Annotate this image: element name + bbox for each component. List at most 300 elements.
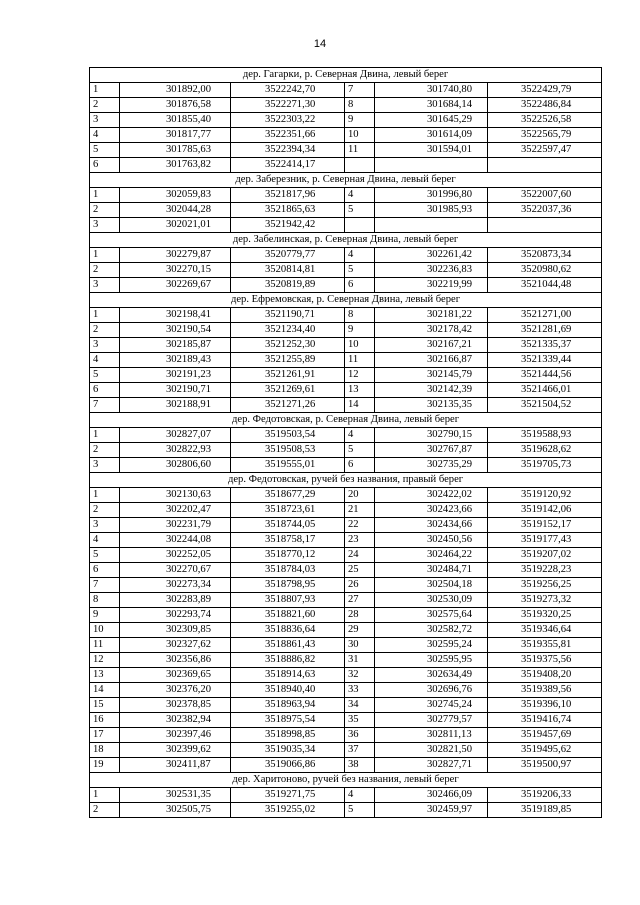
table-row (90, 98, 602, 113)
x-coordinate-left: 301892,00 (120, 83, 231, 98)
y-coordinate-right (488, 218, 602, 233)
y-coordinate-left: 3519508,53 (231, 443, 345, 458)
table-row (90, 578, 602, 593)
x-coordinate-right: 302450,56 (375, 533, 488, 548)
table-row (90, 668, 602, 683)
x-coordinate-left: 302130,63 (120, 488, 231, 503)
point-number-left: 2 (90, 98, 120, 113)
point-number-right (345, 218, 375, 233)
point-number-left: 15 (90, 698, 120, 713)
table-row (90, 653, 602, 668)
y-coordinate-right (488, 158, 602, 173)
table-row (90, 728, 602, 743)
y-coordinate-left: 3521255,89 (231, 353, 345, 368)
y-coordinate-right: 3519408,20 (488, 668, 602, 683)
point-number-left: 3 (90, 338, 120, 353)
x-coordinate-right: 301594,01 (375, 143, 488, 158)
y-coordinate-right: 3521504,52 (488, 398, 602, 413)
point-number-left: 2 (90, 323, 120, 338)
y-coordinate-right: 3519628,62 (488, 443, 602, 458)
y-coordinate-left: 3520779,77 (231, 248, 345, 263)
table-row (90, 533, 602, 548)
section-header-row (90, 293, 602, 308)
y-coordinate-left: 3518807,93 (231, 593, 345, 608)
point-number-left: 7 (90, 578, 120, 593)
table-row (90, 428, 602, 443)
x-coordinate-right: 302827,71 (375, 758, 488, 773)
table-row (90, 188, 602, 203)
x-coordinate-left: 302202,47 (120, 503, 231, 518)
y-coordinate-right: 3519142,06 (488, 503, 602, 518)
y-coordinate-left: 3522414,17 (231, 158, 345, 173)
x-coordinate-right: 302821,50 (375, 743, 488, 758)
y-coordinate-right: 3520873,34 (488, 248, 602, 263)
x-coordinate-left: 302369,65 (120, 668, 231, 683)
point-number-right: 4 (345, 428, 375, 443)
x-coordinate-right: 302422,02 (375, 488, 488, 503)
point-number-left: 8 (90, 593, 120, 608)
section-title: дер. Харитоново, ручей без названия, левый берег (90, 773, 602, 788)
y-coordinate-left: 3519255,02 (231, 803, 345, 818)
point-number-left: 2 (90, 503, 120, 518)
y-coordinate-left: 3519035,34 (231, 743, 345, 758)
table-row (90, 503, 602, 518)
section-header-row (90, 413, 602, 428)
x-coordinate-left: 302505,75 (120, 803, 231, 818)
point-number-right: 28 (345, 608, 375, 623)
y-coordinate-right: 3521444,56 (488, 368, 602, 383)
y-coordinate-right: 3519346,64 (488, 623, 602, 638)
y-coordinate-right: 3519207,02 (488, 548, 602, 563)
point-number-left: 1 (90, 83, 120, 98)
x-coordinate-left: 302270,67 (120, 563, 231, 578)
x-coordinate-left: 302531,35 (120, 788, 231, 803)
x-coordinate-left: 302376,20 (120, 683, 231, 698)
table-row (90, 623, 602, 638)
y-coordinate-left: 3520819,89 (231, 278, 345, 293)
point-number-left: 13 (90, 668, 120, 683)
point-number-left: 3 (90, 218, 120, 233)
table-row (90, 248, 602, 263)
x-coordinate-right: 302466,09 (375, 788, 488, 803)
point-number-right: 11 (345, 353, 375, 368)
y-coordinate-right: 3519177,43 (488, 533, 602, 548)
y-coordinate-right: 3522429,79 (488, 83, 602, 98)
point-number-left: 3 (90, 518, 120, 533)
y-coordinate-left: 3518770,12 (231, 548, 345, 563)
x-coordinate-left: 302293,74 (120, 608, 231, 623)
table-row (90, 743, 602, 758)
point-number-right: 10 (345, 128, 375, 143)
point-number-right: 10 (345, 338, 375, 353)
point-number-right: 13 (345, 383, 375, 398)
y-coordinate-left: 3518677,29 (231, 488, 345, 503)
x-coordinate-left: 302822,93 (120, 443, 231, 458)
table-row (90, 638, 602, 653)
x-coordinate-left: 302273,34 (120, 578, 231, 593)
table-row (90, 548, 602, 563)
point-number-right: 22 (345, 518, 375, 533)
table-row (90, 803, 602, 818)
point-number-left: 6 (90, 383, 120, 398)
x-coordinate-left: 302397,46 (120, 728, 231, 743)
point-number-left: 18 (90, 743, 120, 758)
y-coordinate-left: 3519555,01 (231, 458, 345, 473)
x-coordinate-right: 302582,72 (375, 623, 488, 638)
point-number-right: 36 (345, 728, 375, 743)
y-coordinate-left: 3520814,81 (231, 263, 345, 278)
y-coordinate-right: 3519152,17 (488, 518, 602, 533)
table-row (90, 128, 602, 143)
y-coordinate-right: 3519705,73 (488, 458, 602, 473)
y-coordinate-left: 3518861,43 (231, 638, 345, 653)
point-number-left: 5 (90, 143, 120, 158)
y-coordinate-left: 3521865,63 (231, 203, 345, 218)
y-coordinate-right: 3519228,23 (488, 563, 602, 578)
x-coordinate-left: 302283,89 (120, 593, 231, 608)
x-coordinate-right: 302790,15 (375, 428, 488, 443)
point-number-left: 11 (90, 638, 120, 653)
y-coordinate-left: 3522351,66 (231, 128, 345, 143)
point-number-right: 34 (345, 698, 375, 713)
x-coordinate-right: 301740,80 (375, 83, 488, 98)
point-number-left: 1 (90, 188, 120, 203)
coordinates-table (89, 67, 602, 818)
x-coordinate-right: 302434,66 (375, 518, 488, 533)
section-header-row (90, 173, 602, 188)
y-coordinate-left: 3521190,71 (231, 308, 345, 323)
x-coordinate-right: 302779,57 (375, 713, 488, 728)
point-number-right (345, 158, 375, 173)
x-coordinate-left: 302327,62 (120, 638, 231, 653)
y-coordinate-left: 3518836,64 (231, 623, 345, 638)
x-coordinate-right: 301614,09 (375, 128, 488, 143)
point-number-right: 12 (345, 368, 375, 383)
x-coordinate-right: 302178,42 (375, 323, 488, 338)
x-coordinate-right: 302423,66 (375, 503, 488, 518)
point-number-left: 10 (90, 623, 120, 638)
point-number-right: 5 (345, 443, 375, 458)
table-row (90, 518, 602, 533)
point-number-left: 16 (90, 713, 120, 728)
y-coordinate-right: 3519120,92 (488, 488, 602, 503)
x-coordinate-right: 302166,87 (375, 353, 488, 368)
point-number-left: 12 (90, 653, 120, 668)
y-coordinate-left: 3518784,03 (231, 563, 345, 578)
point-number-right: 4 (345, 788, 375, 803)
y-coordinate-left: 3521234,40 (231, 323, 345, 338)
point-number-left: 9 (90, 608, 120, 623)
table-row (90, 593, 602, 608)
point-number-right: 33 (345, 683, 375, 698)
point-number-left: 1 (90, 488, 120, 503)
table-row (90, 143, 602, 158)
point-number-left: 4 (90, 128, 120, 143)
table-row (90, 443, 602, 458)
table-row (90, 758, 602, 773)
x-coordinate-left: 302188,91 (120, 398, 231, 413)
y-coordinate-right: 3521281,69 (488, 323, 602, 338)
point-number-left: 2 (90, 203, 120, 218)
x-coordinate-left: 302270,15 (120, 263, 231, 278)
x-coordinate-right: 302595,24 (375, 638, 488, 653)
point-number-right: 25 (345, 563, 375, 578)
y-coordinate-right: 3519206,33 (488, 788, 602, 803)
point-number-left: 1 (90, 788, 120, 803)
table-row (90, 113, 602, 128)
table-row (90, 683, 602, 698)
y-coordinate-right: 3519320,25 (488, 608, 602, 623)
section-header-row (90, 233, 602, 248)
y-coordinate-left: 3519271,75 (231, 788, 345, 803)
x-coordinate-right: 302634,49 (375, 668, 488, 683)
point-number-right: 21 (345, 503, 375, 518)
x-coordinate-left: 302059,83 (120, 188, 231, 203)
point-number-right: 5 (345, 263, 375, 278)
point-number-left: 1 (90, 308, 120, 323)
y-coordinate-right: 3520980,62 (488, 263, 602, 278)
point-number-left: 2 (90, 803, 120, 818)
table-row (90, 788, 602, 803)
x-coordinate-left: 301855,40 (120, 113, 231, 128)
y-coordinate-right: 3519500,97 (488, 758, 602, 773)
y-coordinate-right: 3522486,84 (488, 98, 602, 113)
x-coordinate-right: 302696,76 (375, 683, 488, 698)
y-coordinate-right: 3519189,85 (488, 803, 602, 818)
x-coordinate-right: 302142,39 (375, 383, 488, 398)
y-coordinate-right: 3522526,58 (488, 113, 602, 128)
section-title: дер. Забелинская, р. Северная Двина, левый берег (90, 233, 602, 248)
table-row (90, 263, 602, 278)
point-number-right: 24 (345, 548, 375, 563)
x-coordinate-right: 302459,97 (375, 803, 488, 818)
y-coordinate-left: 3522271,30 (231, 98, 345, 113)
y-coordinate-right: 3519416,74 (488, 713, 602, 728)
point-number-right: 5 (345, 203, 375, 218)
point-number-right: 5 (345, 803, 375, 818)
y-coordinate-left: 3518886,82 (231, 653, 345, 668)
x-coordinate-left: 302356,86 (120, 653, 231, 668)
point-number-left: 5 (90, 368, 120, 383)
y-coordinate-right: 3519396,10 (488, 698, 602, 713)
x-coordinate-left: 302269,67 (120, 278, 231, 293)
table-row (90, 608, 602, 623)
section-title: дер. Федотовская, ручей без названия, правый берег (90, 473, 602, 488)
page-number: 14 (313, 38, 327, 50)
point-number-right: 35 (345, 713, 375, 728)
point-number-left: 5 (90, 548, 120, 563)
x-coordinate-left: 302244,08 (120, 533, 231, 548)
table-row (90, 713, 602, 728)
x-coordinate-left: 302190,54 (120, 323, 231, 338)
x-coordinate-left: 302189,43 (120, 353, 231, 368)
point-number-left: 2 (90, 443, 120, 458)
point-number-left: 1 (90, 428, 120, 443)
y-coordinate-right: 3522037,36 (488, 203, 602, 218)
point-number-left: 2 (90, 263, 120, 278)
x-coordinate-left: 302378,85 (120, 698, 231, 713)
x-coordinate-left: 302190,71 (120, 383, 231, 398)
y-coordinate-left: 3518963,94 (231, 698, 345, 713)
x-coordinate-left: 302806,60 (120, 458, 231, 473)
x-coordinate-right (375, 158, 488, 173)
y-coordinate-right: 3519273,32 (488, 593, 602, 608)
section-header-row (90, 473, 602, 488)
y-coordinate-left: 3518744,05 (231, 518, 345, 533)
point-number-right: 9 (345, 323, 375, 338)
point-number-right: 4 (345, 188, 375, 203)
table-row (90, 83, 602, 98)
y-coordinate-right: 3519375,56 (488, 653, 602, 668)
x-coordinate-left: 301785,63 (120, 143, 231, 158)
y-coordinate-right: 3519495,62 (488, 743, 602, 758)
point-number-right: 4 (345, 248, 375, 263)
y-coordinate-left: 3521271,26 (231, 398, 345, 413)
point-number-left: 6 (90, 563, 120, 578)
x-coordinate-left: 302185,87 (120, 338, 231, 353)
table-row (90, 383, 602, 398)
x-coordinate-right: 302484,71 (375, 563, 488, 578)
point-number-right: 27 (345, 593, 375, 608)
point-number-right: 6 (345, 458, 375, 473)
table-row (90, 203, 602, 218)
table-row (90, 458, 602, 473)
x-coordinate-right: 302767,87 (375, 443, 488, 458)
x-coordinate-right: 302735,29 (375, 458, 488, 473)
x-coordinate-right: 302811,13 (375, 728, 488, 743)
y-coordinate-right: 3522565,79 (488, 128, 602, 143)
y-coordinate-right: 3521044,48 (488, 278, 602, 293)
x-coordinate-right: 302595,95 (375, 653, 488, 668)
y-coordinate-left: 3518723,61 (231, 503, 345, 518)
point-number-left: 17 (90, 728, 120, 743)
point-number-right: 23 (345, 533, 375, 548)
x-coordinate-left: 302252,05 (120, 548, 231, 563)
coordinates-table-body (90, 68, 602, 818)
y-coordinate-left: 3518821,60 (231, 608, 345, 623)
y-coordinate-right: 3521335,37 (488, 338, 602, 353)
point-number-left: 3 (90, 113, 120, 128)
y-coordinate-left: 3518998,85 (231, 728, 345, 743)
table-row (90, 398, 602, 413)
point-number-right: 20 (345, 488, 375, 503)
y-coordinate-left: 3519503,54 (231, 428, 345, 443)
x-coordinate-left: 302231,79 (120, 518, 231, 533)
point-number-left: 19 (90, 758, 120, 773)
y-coordinate-left: 3518798,95 (231, 578, 345, 593)
point-number-right: 31 (345, 653, 375, 668)
point-number-right: 7 (345, 83, 375, 98)
x-coordinate-right: 301684,14 (375, 98, 488, 113)
x-coordinate-right: 302261,42 (375, 248, 488, 263)
y-coordinate-right: 3521339,44 (488, 353, 602, 368)
x-coordinate-right: 302145,79 (375, 368, 488, 383)
table-row (90, 698, 602, 713)
point-number-left: 4 (90, 533, 120, 548)
point-number-right: 29 (345, 623, 375, 638)
x-coordinate-right: 302219,99 (375, 278, 488, 293)
y-coordinate-left: 3521261,91 (231, 368, 345, 383)
section-header-row (90, 68, 602, 83)
x-coordinate-right: 302504,18 (375, 578, 488, 593)
x-coordinate-left: 302044,28 (120, 203, 231, 218)
section-title: дер. Ефремовская, р. Северная Двина, левый берег (90, 293, 602, 308)
x-coordinate-left: 302382,94 (120, 713, 231, 728)
y-coordinate-right: 3519355,81 (488, 638, 602, 653)
x-coordinate-right: 301645,29 (375, 113, 488, 128)
y-coordinate-left: 3522303,22 (231, 113, 345, 128)
section-title: дер. Заберезник, р. Северная Двина, левый берег (90, 173, 602, 188)
table-row (90, 368, 602, 383)
y-coordinate-left: 3521942,42 (231, 218, 345, 233)
y-coordinate-right: 3519256,25 (488, 578, 602, 593)
point-number-right: 14 (345, 398, 375, 413)
y-coordinate-left: 3522394,34 (231, 143, 345, 158)
table-row (90, 158, 602, 173)
x-coordinate-left: 302021,01 (120, 218, 231, 233)
y-coordinate-left: 3521252,30 (231, 338, 345, 353)
x-coordinate-right: 302530,09 (375, 593, 488, 608)
y-coordinate-right: 3519588,93 (488, 428, 602, 443)
point-number-right: 11 (345, 143, 375, 158)
point-number-right: 38 (345, 758, 375, 773)
y-coordinate-left: 3518758,17 (231, 533, 345, 548)
x-coordinate-right: 302167,21 (375, 338, 488, 353)
table-row (90, 338, 602, 353)
point-number-right: 9 (345, 113, 375, 128)
section-title: дер. Гагарки, р. Северная Двина, левый берег (90, 68, 602, 83)
x-coordinate-left: 302411,87 (120, 758, 231, 773)
table-row (90, 278, 602, 293)
table-row (90, 218, 602, 233)
point-number-left: 1 (90, 248, 120, 263)
x-coordinate-left: 301817,77 (120, 128, 231, 143)
point-number-right: 32 (345, 668, 375, 683)
table-row (90, 488, 602, 503)
y-coordinate-right: 3522597,47 (488, 143, 602, 158)
table-row (90, 308, 602, 323)
y-coordinate-left: 3519066,86 (231, 758, 345, 773)
x-coordinate-right: 301985,93 (375, 203, 488, 218)
point-number-right: 26 (345, 578, 375, 593)
x-coordinate-left: 302399,62 (120, 743, 231, 758)
table-row (90, 563, 602, 578)
x-coordinate-right: 302135,35 (375, 398, 488, 413)
point-number-right: 30 (345, 638, 375, 653)
y-coordinate-right: 3522007,60 (488, 188, 602, 203)
y-coordinate-left: 3518914,63 (231, 668, 345, 683)
point-number-left: 6 (90, 158, 120, 173)
x-coordinate-right: 302575,64 (375, 608, 488, 623)
x-coordinate-right: 302464,22 (375, 548, 488, 563)
y-coordinate-right: 3521466,01 (488, 383, 602, 398)
y-coordinate-right: 3519389,56 (488, 683, 602, 698)
x-coordinate-right: 302745,24 (375, 698, 488, 713)
x-coordinate-right: 302181,22 (375, 308, 488, 323)
point-number-left: 14 (90, 683, 120, 698)
x-coordinate-right (375, 218, 488, 233)
x-coordinate-left: 302827,07 (120, 428, 231, 443)
table-row (90, 353, 602, 368)
x-coordinate-left: 302309,85 (120, 623, 231, 638)
section-title: дер. Федотовская, р. Северная Двина, левый берег (90, 413, 602, 428)
x-coordinate-left: 301876,58 (120, 98, 231, 113)
x-coordinate-left: 301763,82 (120, 158, 231, 173)
y-coordinate-left: 3521817,96 (231, 188, 345, 203)
point-number-right: 37 (345, 743, 375, 758)
table-row (90, 323, 602, 338)
point-number-right: 6 (345, 278, 375, 293)
